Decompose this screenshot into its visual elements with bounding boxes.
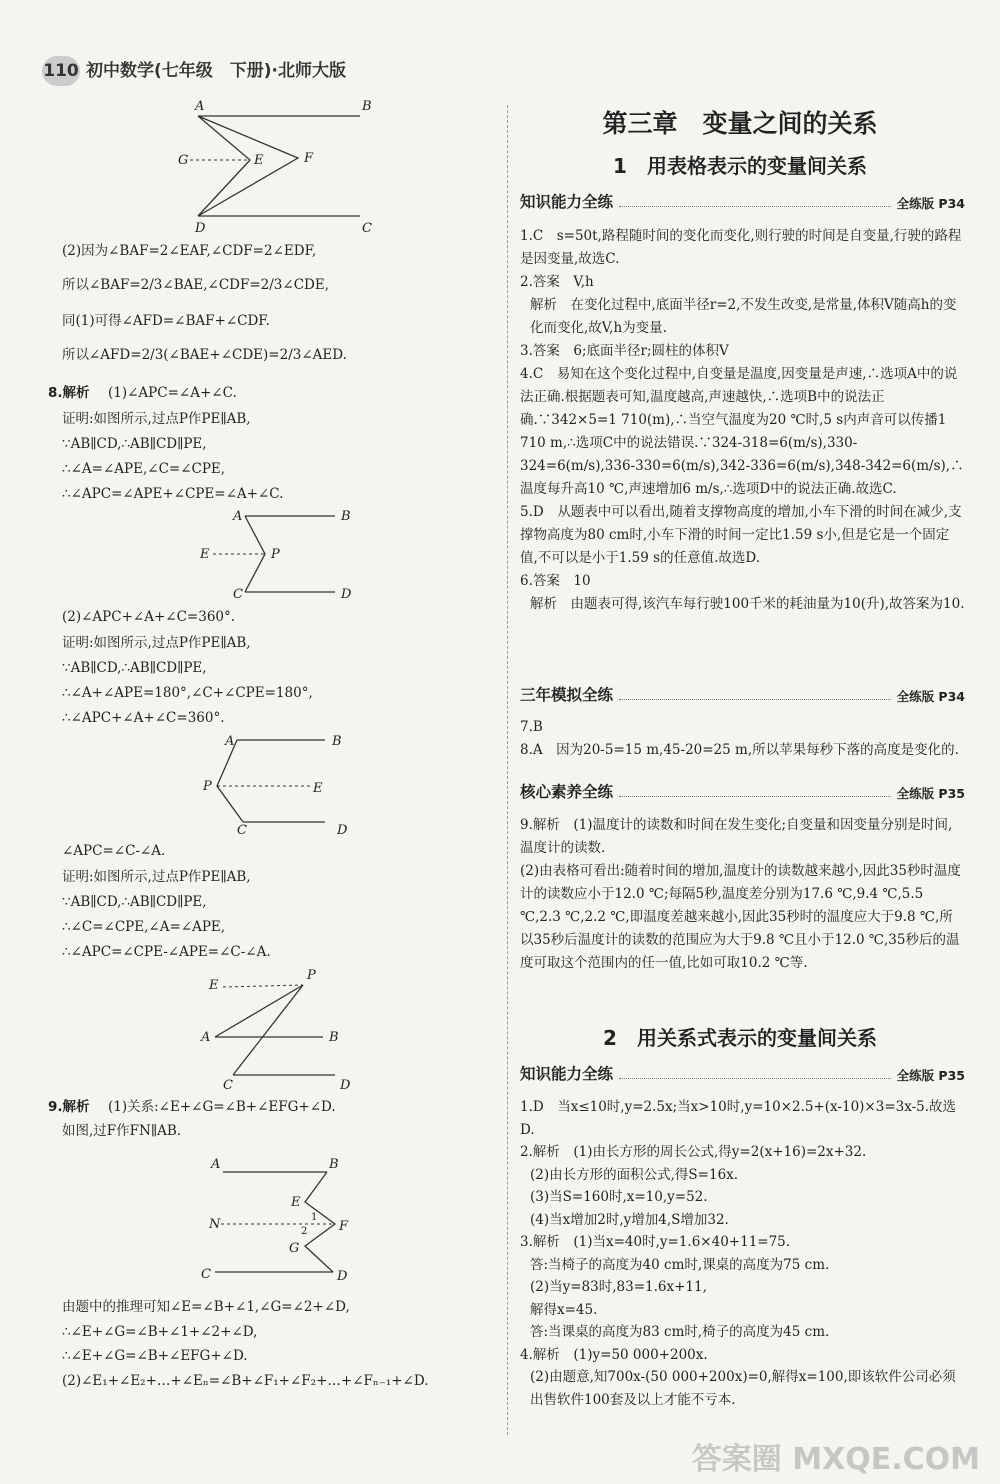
section-title: 2 用关系式表示的变量间关系 xyxy=(603,1026,877,1050)
answer-r3d: 解得x=45. xyxy=(530,1301,598,1318)
text-line: 所以∠AFD=2/3(∠BAE+∠CDE)=2/3∠AED. xyxy=(62,347,347,363)
text-line: ∵AB∥CD,∴AB∥CD∥PE, xyxy=(62,436,207,452)
svg-text:G: G xyxy=(178,153,189,168)
text-line: 证明:如图所示,过点P作PE∥AB, xyxy=(62,635,251,651)
svg-text:N: N xyxy=(209,1217,221,1232)
answer-r2b: (2)由长方形的面积公式,得S=16x. xyxy=(530,1166,739,1183)
subsection-title: 核心素养全练 xyxy=(520,783,614,801)
svg-text:D: D xyxy=(340,1078,351,1093)
svg-text:P: P xyxy=(203,779,212,794)
text-line: ∴∠E+∠G=∠B+∠1+∠2+∠D, xyxy=(62,1324,258,1340)
subsection-title: 知识能力全练 xyxy=(520,193,614,211)
answer-r3: 3.解析 (1)当x=40时,y=1.6×40+11=75. xyxy=(520,1234,791,1250)
svg-text:B: B xyxy=(332,734,342,749)
svg-text:B: B xyxy=(329,1030,339,1045)
svg-text:C: C xyxy=(201,1267,211,1282)
svg-text:E: E xyxy=(291,1195,301,1210)
answer-r2c: (3)当S=160时,x=10,y=52. xyxy=(530,1189,708,1205)
text-line: ∴∠E+∠G=∠B+∠EFG+∠D. xyxy=(62,1348,248,1364)
text-line: 由题中的推理可知∠E=∠B+∠1,∠G=∠2+∠D, xyxy=(62,1299,350,1315)
answer-r4: 4.解析 (1)y=50 000+200x. xyxy=(520,1346,708,1363)
text-line: ∴∠APC=∠APE+∠CPE=∠A+∠C. xyxy=(62,486,284,502)
answer-block xyxy=(520,1096,965,1411)
book-title: 初中数学(七年级 下册)·北师大版 xyxy=(86,61,346,81)
watermark: 答案圈 MXQE.COM xyxy=(691,1442,980,1477)
svg-text:E: E xyxy=(313,781,323,796)
answer-q2: 2.答案 V,h xyxy=(520,274,594,290)
answer-r4b: (2)由题意,知700x-(50 000+200x)=0,解得x=100,即该软件公司必须出售软件100套及以上才能不亏本. xyxy=(530,1369,956,1408)
figure-5 xyxy=(195,1150,365,1288)
page-ref: 全练版 P35 xyxy=(896,1068,965,1083)
figure-3 xyxy=(195,730,365,838)
answer-q6-explain: 解析 由题表可得,该汽车每行驶100千米的耗油量为10(升),故答案为10. xyxy=(530,596,965,612)
answer-q3: 3.答案 6;底面半径r;圆柱的体积V xyxy=(520,343,729,359)
svg-text:E: E xyxy=(209,978,219,993)
svg-text:B: B xyxy=(329,1157,339,1172)
svg-text:C: C xyxy=(223,1078,233,1093)
text-line: (2)因为∠BAF=2∠EAF,∠CDF=2∠EDF, xyxy=(62,243,317,259)
answer-q9: 9.解析 (1)温度计的读数和时间在发生变化;自变量和因变量分别是时间,温度计的读数. xyxy=(520,817,953,856)
text-line: (2)∠APC+∠A+∠C=360°. xyxy=(62,609,236,625)
svg-text:E: E xyxy=(200,547,210,562)
text-line: ∵AB∥CD,∴AB∥CD∥PE, xyxy=(62,894,207,910)
page-ref: 全练版 P34 xyxy=(896,689,965,704)
text-line: ∠APC=∠C-∠A. xyxy=(62,843,166,859)
svg-text:A: A xyxy=(233,509,243,524)
text-line: 如图,过F作FN∥AB. xyxy=(62,1123,182,1139)
figure-2 xyxy=(195,506,365,606)
answer-r3c: (2)当y=83时,83=1.6x+11, xyxy=(530,1279,707,1295)
answer-q8: 8.A 因为20-5=15 m,45-20=25 m,所以苹果每秒下落的高度是变化的. xyxy=(520,742,959,758)
subsection-header xyxy=(520,1062,965,1084)
svg-text:D: D xyxy=(337,823,348,838)
text-line: ∴∠A=∠APE,∠C=∠CPE, xyxy=(62,461,226,477)
svg-text:B: B xyxy=(362,99,372,114)
q9-label: 9.解析 xyxy=(48,1099,90,1115)
svg-text:A: A xyxy=(195,99,205,114)
text-line: ∵AB∥CD,∴AB∥CD∥PE, xyxy=(62,660,207,676)
q8-label: 8.解析 xyxy=(48,385,90,401)
svg-text:E: E xyxy=(254,153,264,168)
svg-text:D: D xyxy=(337,1269,348,1284)
answer-r2: 2.解析 (1)由长方形的周长公式,得y=2(x+16)=2x+32. xyxy=(520,1144,867,1160)
svg-text:F: F xyxy=(304,151,314,166)
svg-text:G: G xyxy=(289,1241,300,1256)
subsection-header xyxy=(520,780,965,802)
text-line: 证明:如图所示,过点P作PE∥AB, xyxy=(62,411,251,427)
page-ref: 全练版 P34 xyxy=(896,196,965,211)
text-line: (2)∠E₁+∠E₂+…+∠Eₙ=∠B+∠F₁+∠F₂+…+∠Fₙ₋₁+∠D. xyxy=(62,1373,429,1389)
text-line: (1)关系:∠E+∠G=∠B+∠EFG+∠D. xyxy=(108,1099,336,1115)
answer-q2-explain: 解析 在变化过程中,底面半径r=2,不发生改变,是常量,体积V随高h的变化而变化,故V,h为变量. xyxy=(530,297,957,336)
svg-text:1: 1 xyxy=(311,1212,318,1223)
svg-text:F: F xyxy=(339,1219,349,1234)
text-line: 证明:如图所示,过点P作PE∥AB, xyxy=(62,869,251,885)
answer-r2d: (4)当x增加2时,y增加4,S增加32. xyxy=(530,1211,729,1228)
svg-text:A: A xyxy=(201,1030,211,1045)
answer-r1: 1.D 当x≤10时,y=2.5x;当x>10时,y=10×2.5+(x-10)×3=3x-5.故选D. xyxy=(520,1099,957,1138)
figure-4 xyxy=(195,965,365,1095)
text-line: 所以∠BAF=2/3∠BAE,∠CDF=2/3∠CDE, xyxy=(62,277,329,293)
answer-r3b: 答:当椅子的高度为40 cm时,课桌的高度为75 cm. xyxy=(530,1256,830,1273)
answer-q6: 6.答案 10 xyxy=(520,573,591,589)
svg-text:C: C xyxy=(233,587,243,602)
text-line: (1)∠APC=∠A+∠C. xyxy=(108,385,237,401)
chapter-title: 第三章 变量之间的关系 xyxy=(602,109,878,138)
answer-q1: 1.C s=50t,路程随时间的变化而变化,则行驶的时间是自变量,行驶的路程是因变量,故选C. xyxy=(520,228,962,267)
text-line: ∴∠A+∠APE=180°,∠C+∠CPE=180°, xyxy=(62,685,313,701)
answer-r3e: 答:当课桌的高度为83 cm时,椅子的高度为45 cm. xyxy=(530,1324,830,1340)
svg-text:B: B xyxy=(341,509,351,524)
answer-block xyxy=(520,814,965,975)
section-title: 1 用表格表示的变量间关系 xyxy=(613,154,867,178)
figure-1 xyxy=(170,98,380,238)
page-number: 110 xyxy=(42,56,80,86)
svg-text:P: P xyxy=(271,547,280,562)
page-ref: 全练版 P35 xyxy=(896,786,965,801)
svg-text:D: D xyxy=(195,221,206,236)
svg-text:D: D xyxy=(341,587,352,602)
svg-text:A: A xyxy=(211,1157,221,1172)
subsection-header xyxy=(520,683,965,705)
text-line: ∴∠C=∠CPE,∠A=∠APE, xyxy=(62,919,226,935)
subsection-header xyxy=(520,190,965,212)
svg-text:P: P xyxy=(307,968,316,983)
svg-text:A: A xyxy=(225,734,235,749)
answer-block xyxy=(520,716,965,762)
text-line: ∴∠APC+∠A+∠C=360°. xyxy=(62,710,225,726)
subsection-title: 三年模拟全练 xyxy=(520,686,614,704)
page-header xyxy=(42,56,346,86)
svg-text:2: 2 xyxy=(301,1226,308,1237)
text-line: ∴∠APC=∠CPE-∠APE=∠C-∠A. xyxy=(62,944,271,960)
svg-text:C: C xyxy=(362,221,372,236)
subsection-title: 知识能力全练 xyxy=(520,1065,614,1083)
answer-q5: 5.D 从题表中可以看出,随着支撑物高度的增加,小车下滑的时间在减少,支撑物高度为80 cm时,小车下滑的时间一定比1.59 s小,但是它是一个固定值,不可以是小于1.59 s的任意值.故选D. xyxy=(520,504,962,566)
answer-q9-part2: (2)由表格可看出:随着时间的增加,温度计的读数越来越小,因此35秒时温度计的读数应小于12.0 ℃;每隔5秒,温度差分别为17.6 ℃,9.4 ℃,5.5 ℃,2.3 ℃,2.2 ℃,即温度差越来越小,因此35秒时的温度应大于9.8 ℃,所以35秒后温度计的读数的范围应为大于9.8 ℃且小于12.0 ℃,35秒后的温度可取这个范围内的任一值,比如可取10.2 ℃等. xyxy=(520,863,961,971)
answer-block xyxy=(520,225,965,616)
text-line: 同(1)可得∠AFD=∠BAF+∠CDF. xyxy=(62,313,270,329)
answer-q7: 7.B xyxy=(520,719,543,735)
answer-q4: 4.C 易知在这个变化过程中,自变量是温度,因变量是声速,∴选项A中的说法正确.根据题表可知,温度越高,声速越快,∴选项B中的说法正确.∵342×5=1 710(m),∴当空气温度为20 ℃时,5 s内声音可以传播1 710 m,∴选项C中的说法错误.∵324-318=6(m/s),330-324=6(m/s),336-330=6(m/s),342-336=6(m/s),348-342=6(m/s),∴温度每升高10 ℃,声速增加6 m/s,∴选项D中的说法正确.故选C. xyxy=(520,366,964,497)
column-divider xyxy=(507,105,508,1435)
svg-text:C: C xyxy=(237,823,247,838)
